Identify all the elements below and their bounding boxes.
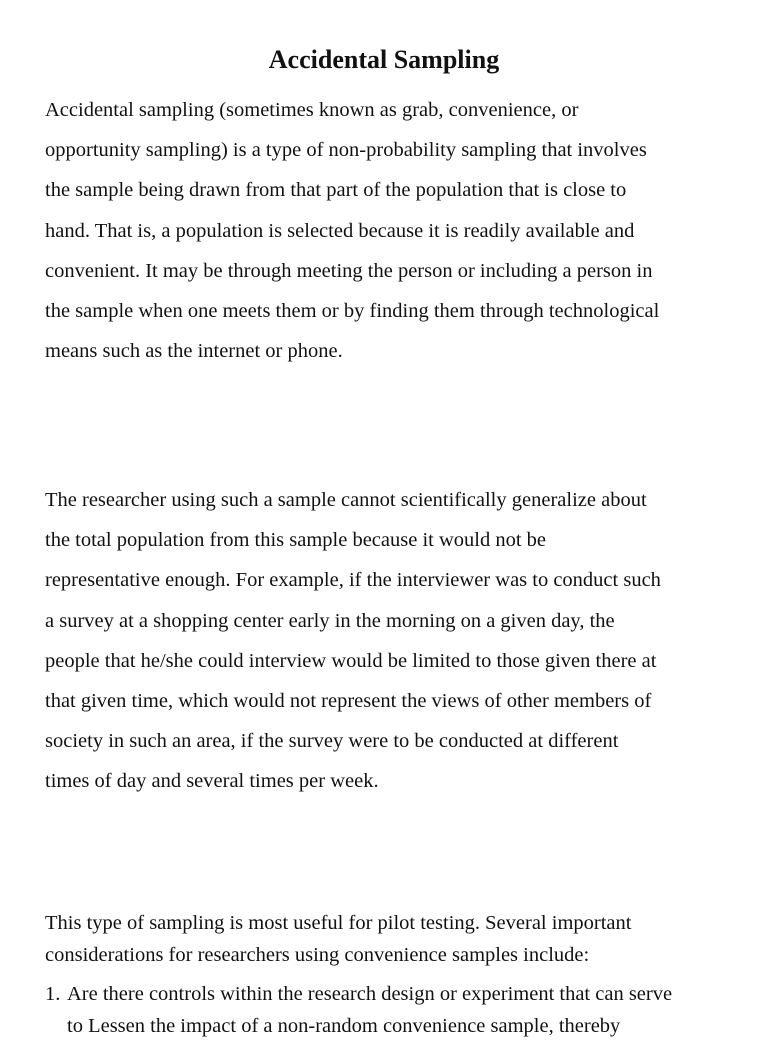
text-line: a survey at a shopping center early in the morning on a given day, the <box>45 609 615 632</box>
text-line: people that he/she could interview would be limited to those given there at <box>45 649 657 672</box>
list-item <box>45 978 735 1042</box>
text-line: that given time, which would not represent the views of other members of <box>45 690 652 713</box>
text-line: times of day and several times per week. <box>45 770 379 793</box>
text-line: the sample when one meets them or by finding them through technological <box>45 300 660 323</box>
text-line: convenient. It may be through meeting the person or including a person in <box>45 259 653 282</box>
text-line: opportunity sampling) is a type of non-probability sampling that involves <box>45 139 647 162</box>
considerations-list <box>45 978 735 1042</box>
text-line: the total population from this sample because it would not be <box>45 529 547 552</box>
list-item-text-continued: to Lessen the impact of a non-random convenience sample, thereby <box>67 1015 621 1037</box>
text-line: means such as the internet or phone. <box>45 340 343 363</box>
document-title: Accidental Sampling <box>268 45 500 74</box>
list-item-number: 1. <box>45 983 61 1005</box>
text-line: Accidental sampling (sometimes known as grab, convenience, or <box>45 99 579 121</box>
text-line: society in such an area, if the survey were to be conducted at different <box>45 730 619 753</box>
paragraph-generalization <box>45 480 735 802</box>
text-line: This type of sampling is most useful for pilot testing. Several important <box>45 912 632 934</box>
text-line: the sample being drawn from that part of the population that is close to <box>45 179 627 202</box>
text-line: hand. That is, a population is selected because it is readily available and <box>45 219 635 242</box>
text-line: representative enough. For example, if the interviewer was to conduct such <box>45 569 661 592</box>
paragraph-pilot-testing <box>45 907 735 971</box>
text-line: The researcher using such a sample cannot scientifically generalize about <box>45 489 647 511</box>
paragraph-intro <box>45 90 735 371</box>
text-line: considerations for researchers using convenience samples include: <box>45 944 590 966</box>
list-item-text: Are there controls within the research design or experiment that can serve <box>67 983 673 1005</box>
